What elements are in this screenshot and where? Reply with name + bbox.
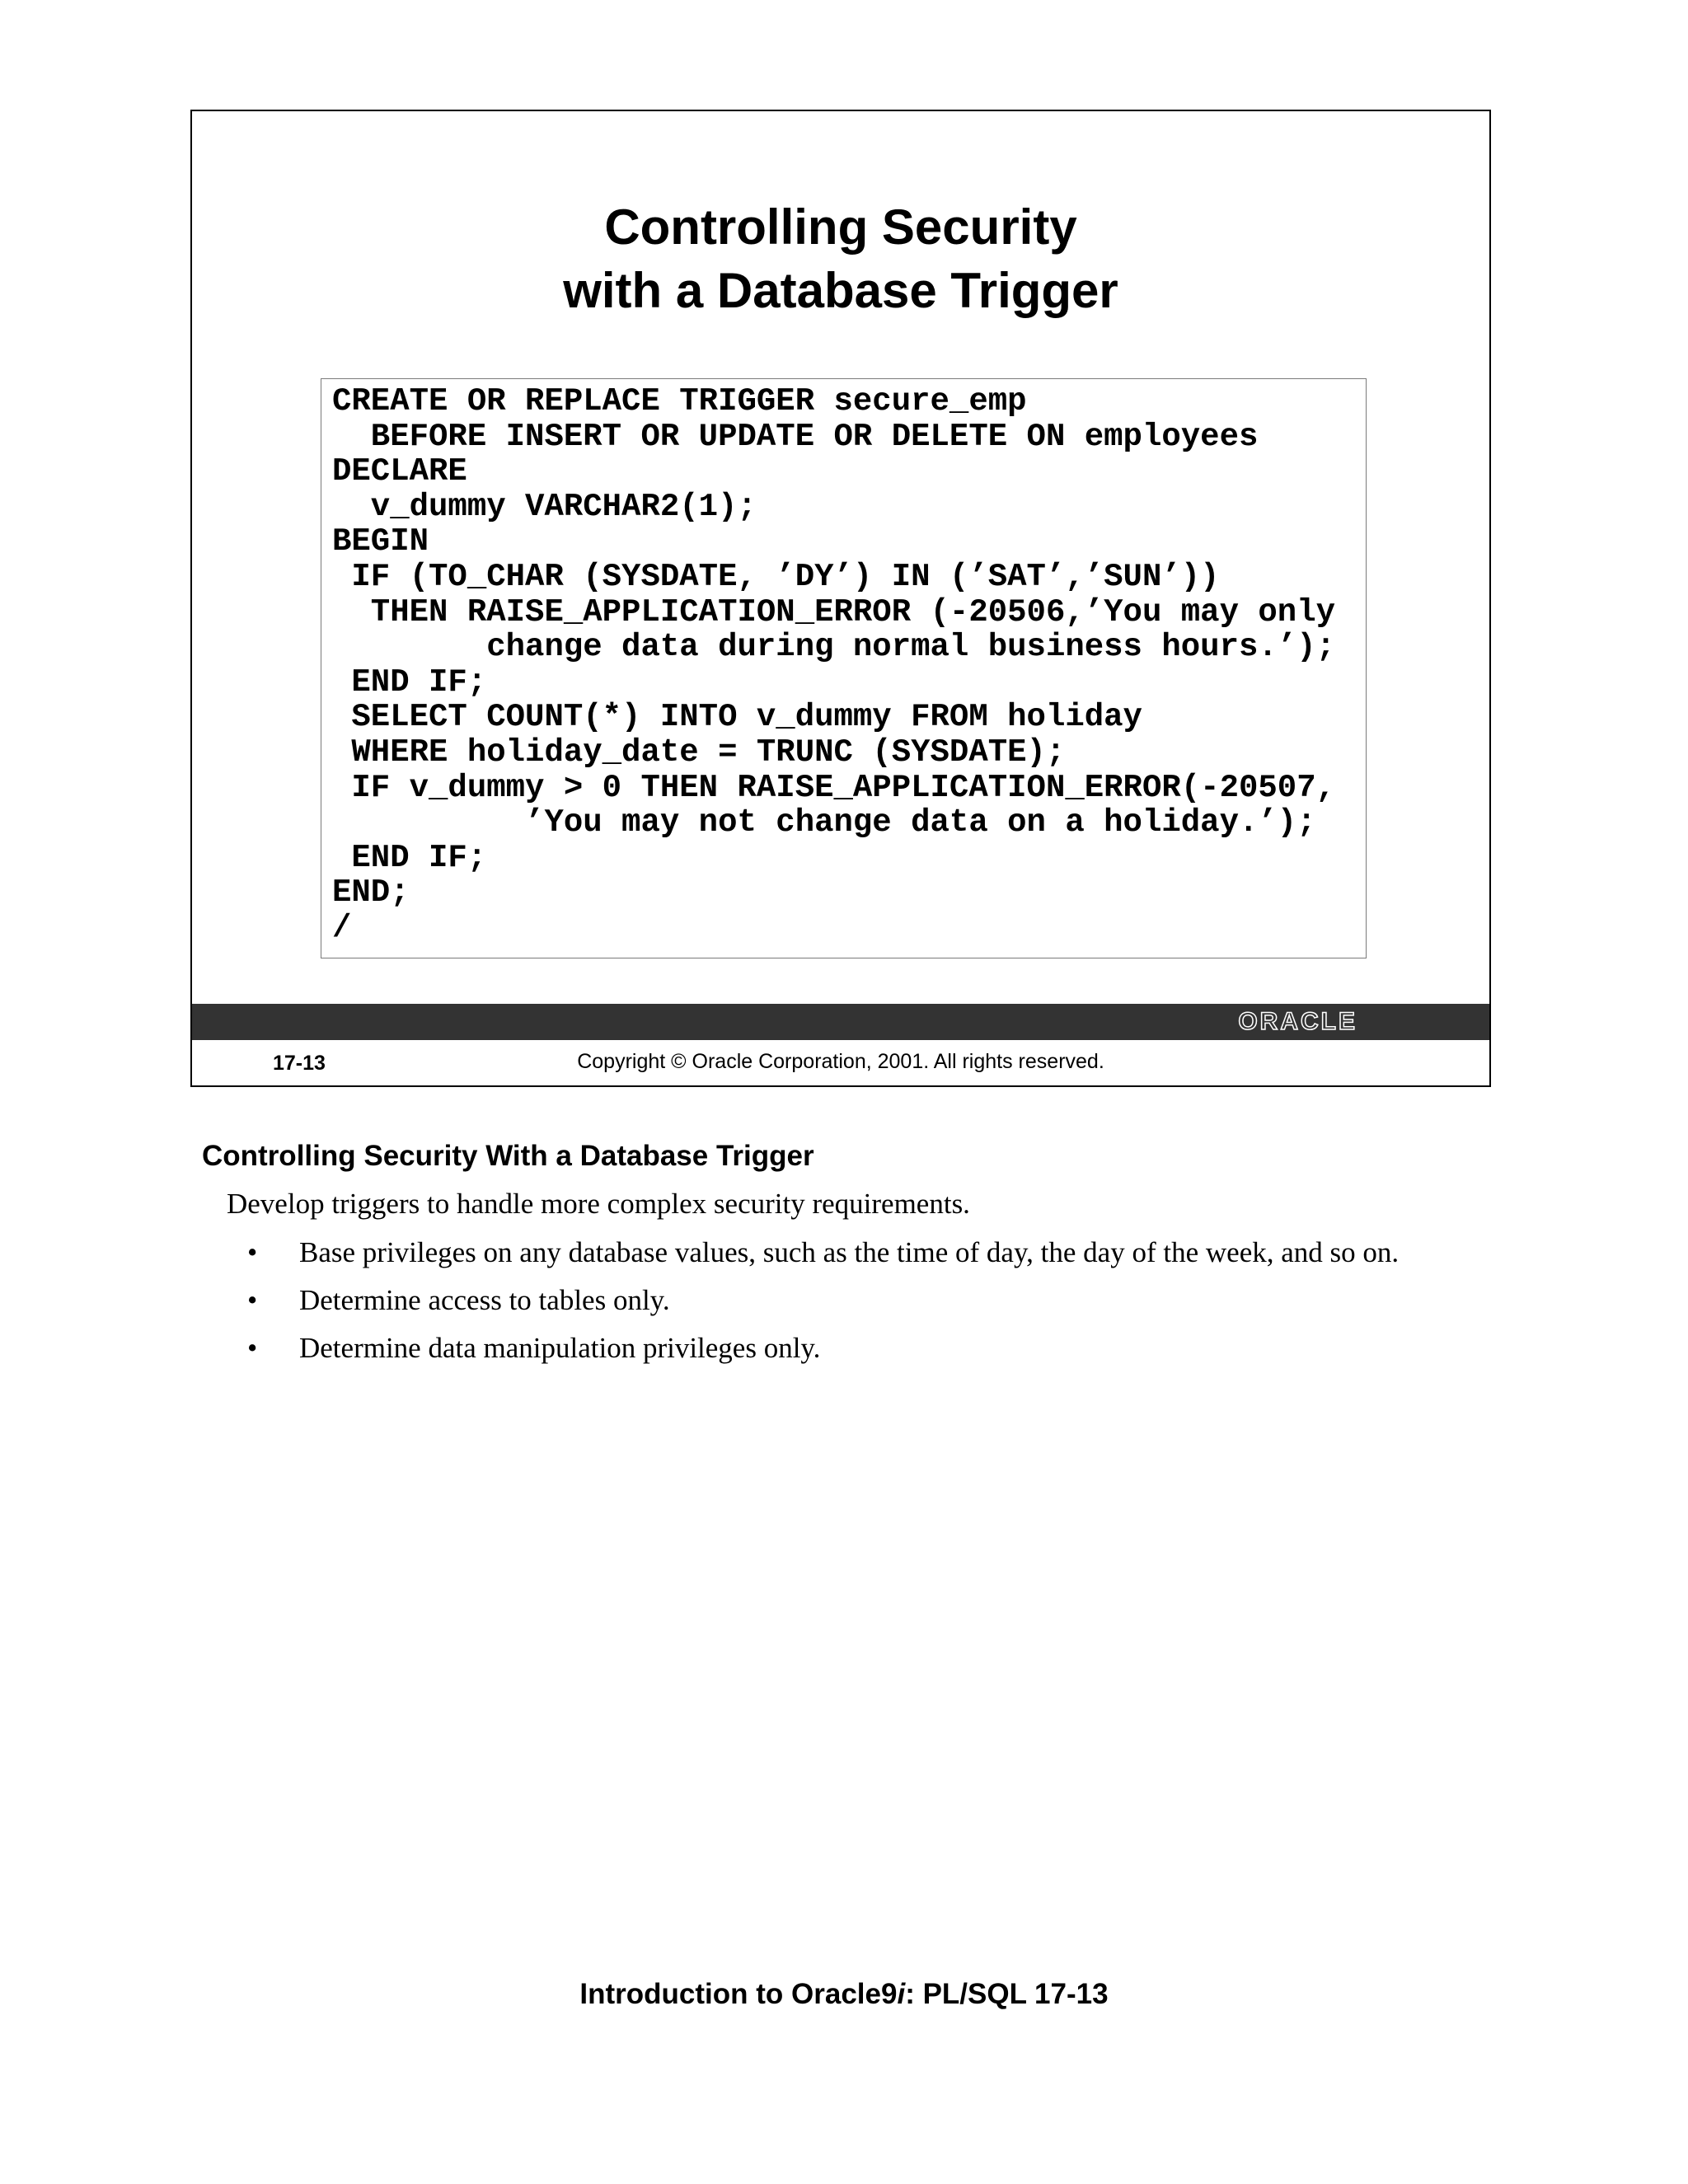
slide-title — [192, 195, 1489, 322]
code-line: / — [332, 909, 352, 946]
code-line: change data during normal business hours.’); — [332, 629, 1335, 666]
notes-intro: Develop triggers to handle more complex security requirements. — [227, 1188, 970, 1220]
code-line: SELECT COUNT(*) INTO v_dummy FROM holiday — [332, 699, 1142, 736]
code-line: IF v_dummy > 0 THEN RAISE_APPLICATION_ERROR(-20507, — [332, 769, 1335, 806]
bullet-icon: • — [247, 1284, 258, 1316]
code-line: THEN RAISE_APPLICATION_ERROR (-20506,’You may only — [332, 593, 1335, 630]
code-line: WHERE holiday_date = TRUNC (SYSDATE); — [332, 733, 1066, 771]
slide-frame — [190, 110, 1491, 1087]
code-block — [321, 378, 1367, 958]
page-footer-prefix: Introduction to Oracle9 — [579, 1978, 898, 2010]
page-footer-italic: i — [897, 1978, 906, 2010]
code-line: END IF; — [332, 663, 487, 701]
page-footer-suffix: : PL/SQL 17-13 — [905, 1978, 1109, 2010]
oracle-logo: ORACLE — [1238, 1008, 1357, 1035]
bullet-icon: • — [247, 1332, 258, 1364]
code-line: DECLARE — [332, 453, 467, 490]
bullet-text: Determine access to tables only. — [299, 1284, 670, 1316]
slide-footer-bar — [192, 1004, 1489, 1040]
list-item — [247, 1233, 1399, 1281]
code-line: END IF; — [332, 839, 487, 876]
code-line: BEGIN — [332, 523, 429, 560]
list-item — [247, 1329, 1399, 1376]
code-line: ’You may not change data on a holiday.’); — [332, 804, 1316, 841]
notes-heading: Controlling Security With a Database Trigger — [202, 1140, 814, 1172]
bullet-text: Determine data manipulation privileges only. — [299, 1332, 821, 1364]
bullet-icon: • — [247, 1236, 258, 1268]
code-line: CREATE OR REPLACE TRIGGER secure_emp — [332, 383, 1027, 419]
page-footer — [0, 1978, 1688, 2011]
slide-title-line-2: with a Database Trigger — [563, 263, 1118, 318]
code-line: END; — [332, 874, 410, 912]
code-line: BEFORE INSERT OR UPDATE OR DELETE ON employees — [332, 418, 1259, 455]
copyright-text: Copyright © Oracle Corporation, 2001. All rights reserved. — [577, 1050, 1104, 1073]
notes-bullet-list — [247, 1233, 1399, 1376]
slide-title-line-1: Controlling Security — [604, 199, 1077, 255]
code-line: v_dummy VARCHAR2(1); — [332, 488, 757, 525]
slide-footer — [192, 1040, 1489, 1087]
code-line: IF (TO_CHAR (SYSDATE, ’DY’) IN (’SAT’,’SUN’)) — [332, 558, 1220, 595]
bullet-text: Base privileges on any database values, such as the time of day, the day of the week, and so on. — [299, 1236, 1400, 1268]
slide-number: 17-13 — [273, 1052, 326, 1075]
list-item — [247, 1281, 1399, 1329]
